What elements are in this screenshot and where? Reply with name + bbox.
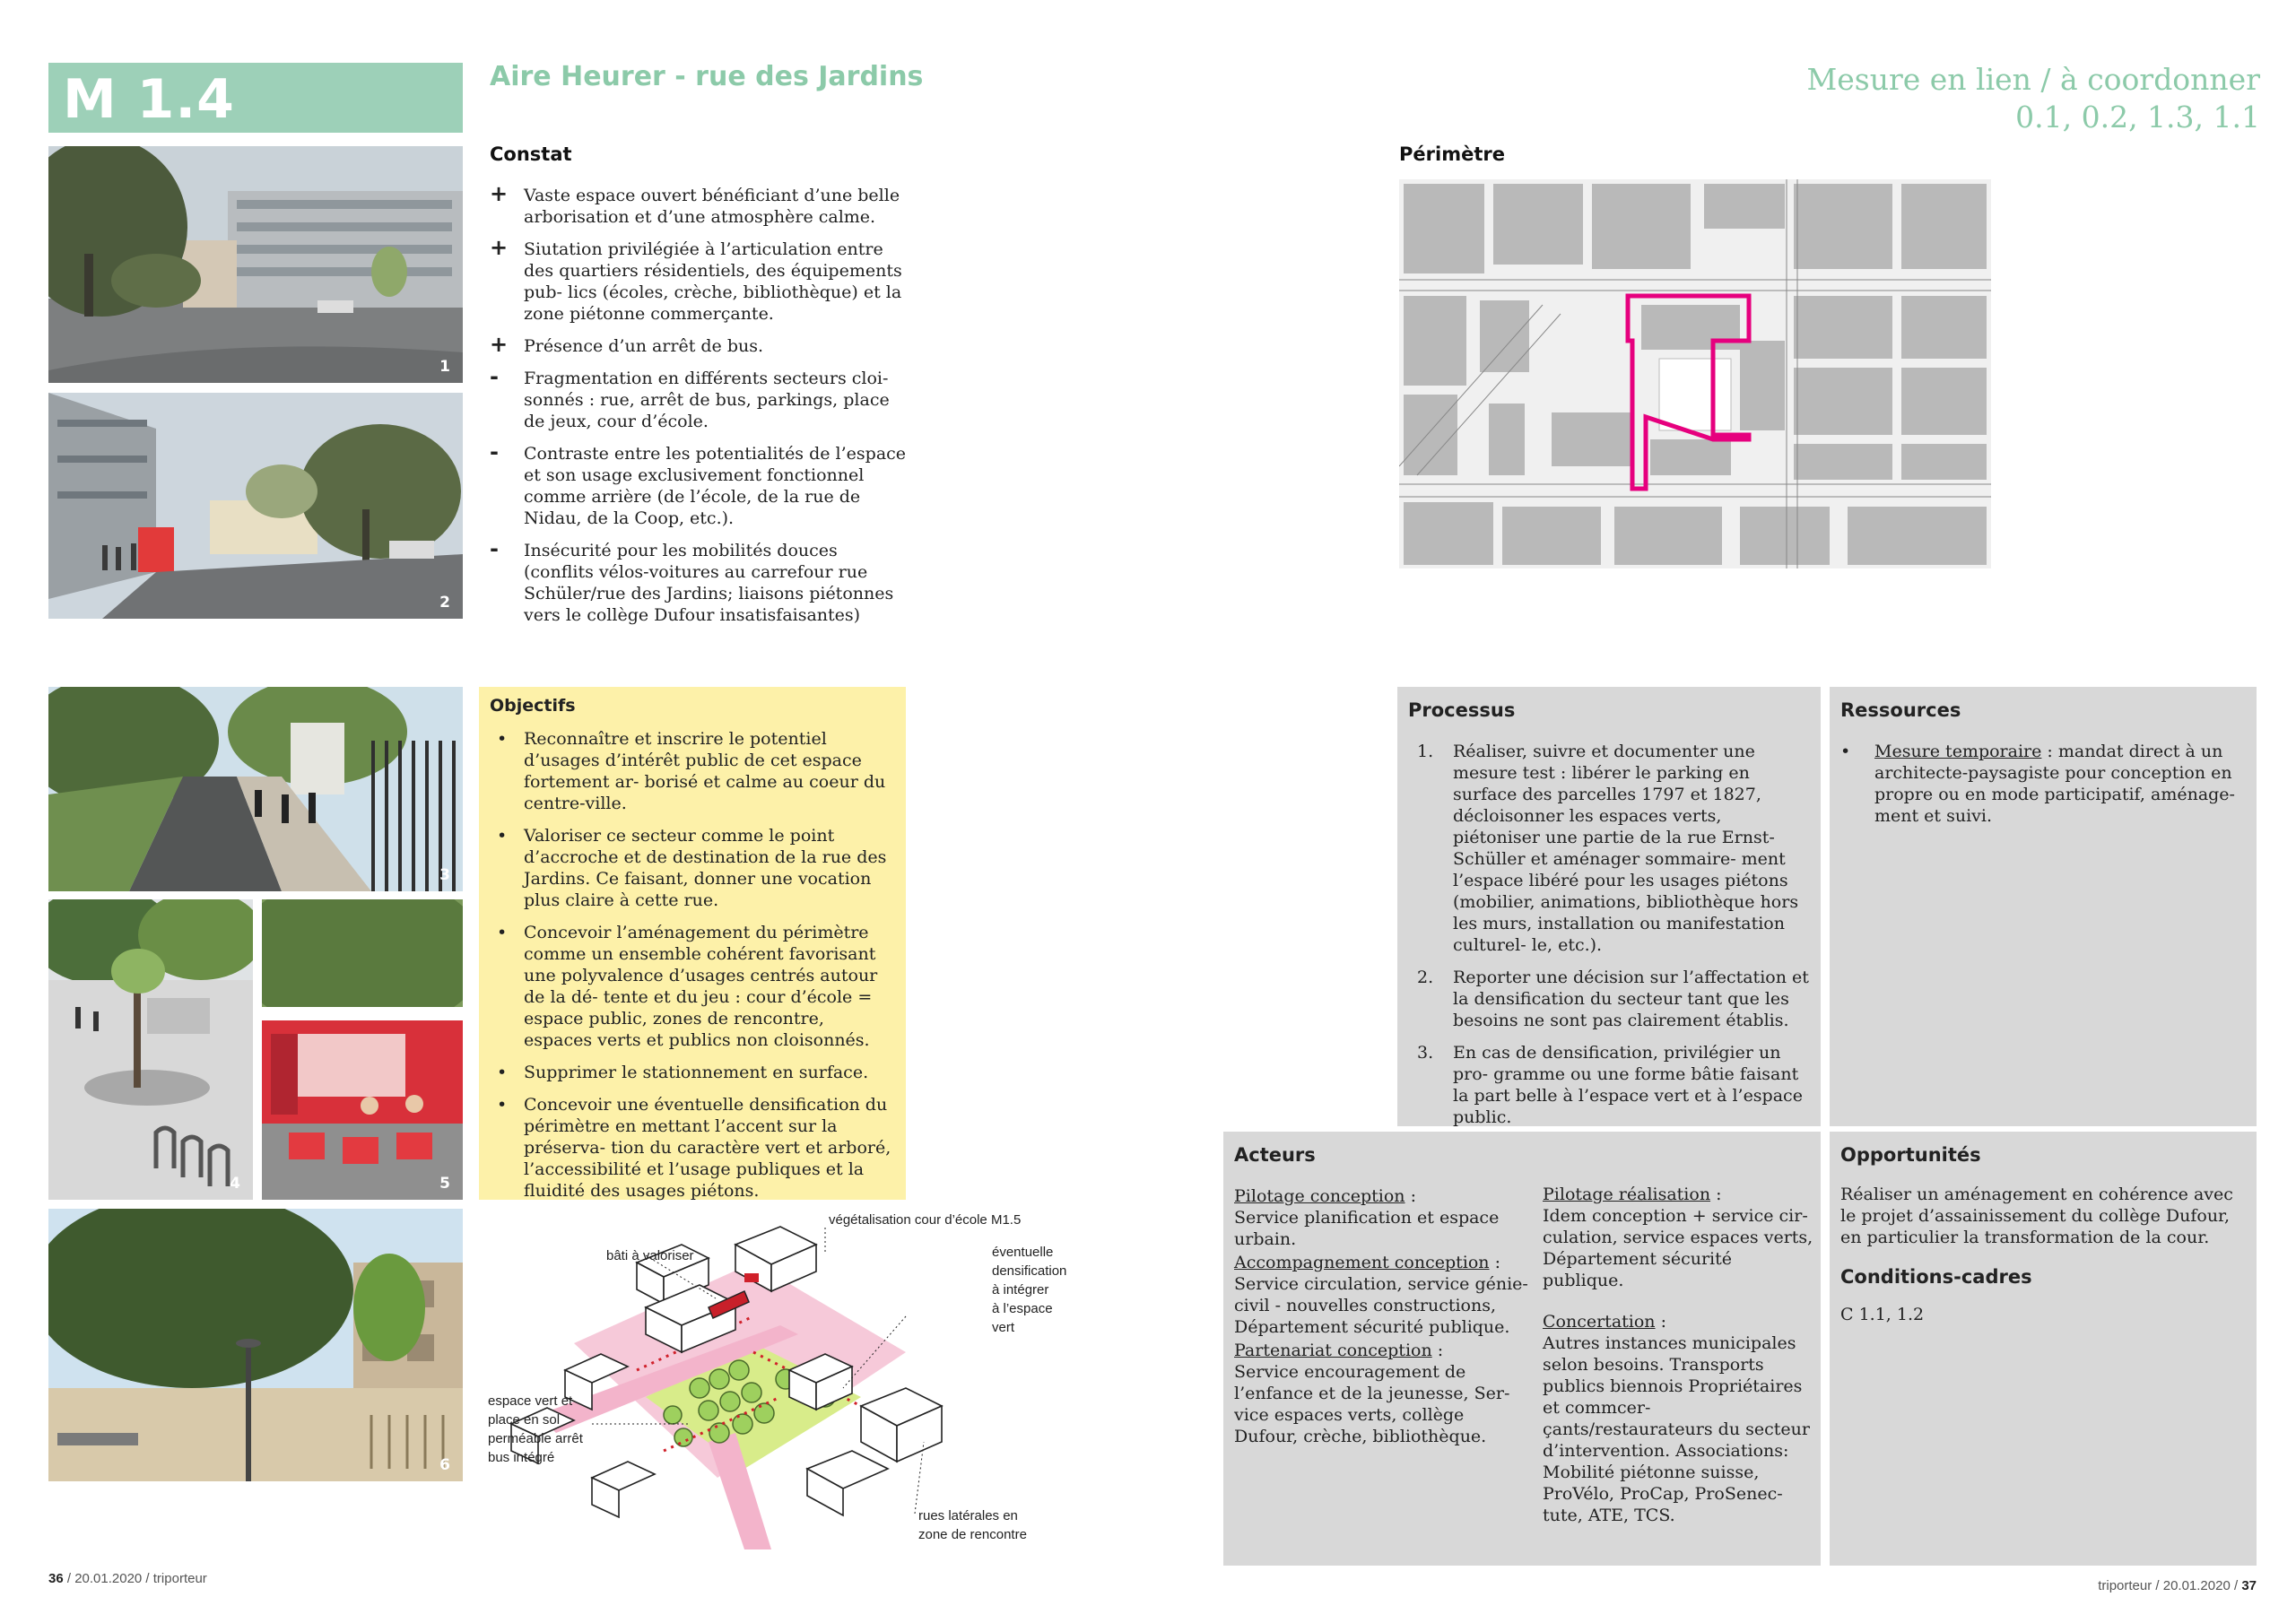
photo-3 — [48, 687, 463, 891]
sketch-label-bati: bâti à valoriser — [606, 1248, 694, 1263]
processus-panel — [1397, 687, 1821, 1126]
linked-measures — [1806, 61, 2260, 136]
sketch-label-espace-vert: espace vert et place en sol perméable arrêt bus intégré — [488, 1393, 583, 1465]
list-item: • Concevoir une éventuelle densification du périmètre en mettant l’accent sur la préserva- tion du caractère vert et arboré, l’accessibilité et l’usage publiques et la fluidité des usages piétons. — [497, 1095, 891, 1201]
ressources-link[interactable]: Mesure temporaire — [1874, 742, 2042, 761]
processus-list — [1408, 741, 1812, 1139]
photo-number: 3 — [439, 866, 450, 884]
sketch-label-rues: rues latérales en zone de rencontre — [918, 1508, 1027, 1542]
page-number-left: 36 — [48, 1571, 64, 1586]
ressources-panel — [1830, 687, 2257, 1126]
opportunites-heading: Opportunités — [1840, 1144, 1981, 1166]
measure-code: M 1.4 — [63, 68, 235, 131]
acteurs-panel — [1223, 1132, 1821, 1566]
acteurs-heading: Acteurs — [1234, 1144, 1316, 1166]
photo-6 — [48, 1209, 463, 1481]
perimetre-section — [1399, 143, 1505, 165]
list-item: 2. Reporter une décision sur l’affectation et la densification du secteur tant que les besoins ne sont pas clairement établis. — [1417, 968, 1809, 1030]
photo-5 — [262, 899, 463, 1200]
linked-measures-refs: 0.1, 0.2, 1.3, 1.1 — [2015, 100, 2260, 135]
acteurs-left-column — [1234, 1185, 1530, 1447]
measure-code-badge — [48, 63, 463, 133]
opportunites-panel — [1830, 1132, 2257, 1566]
axonometric-sketch — [484, 1209, 1067, 1563]
ressources-heading: Ressources — [1840, 699, 1961, 721]
sketch-label-densification: éventuelle densification à intégrer à l’espace vert — [992, 1245, 1067, 1335]
perimetre-map — [1399, 179, 1991, 568]
objectifs-panel — [479, 687, 906, 1200]
acteur-entry: Pilotage conception : Service planification et espace urbain. — [1234, 1186, 1500, 1249]
list-item: - Insécurité pour les mobilités douces (conflits vélos-voitures au carrefour rue Schüler/rue des Jardins; liaisons piétonnes vers le collège Dufour insatisfaisantes) — [490, 536, 894, 625]
list-item: 3. En cas de densification, privilégier un pro- gramme ou une forme bâtie faisant la part belle à l’espace vert et à l’espace public. — [1417, 1043, 1803, 1127]
photo-number: 1 — [439, 358, 450, 376]
list-item: + Présence d’un arrêt de bus. — [490, 332, 764, 357]
photo-1 — [48, 146, 463, 383]
conditions-heading: Conditions-cadres — [1840, 1266, 2032, 1288]
list-item: + Vaste espace ouvert bénéficiant d’une belle arborisation et d’une atmosphère calme. — [490, 181, 900, 227]
footer-right: triporteur / 20.01.2020 / 37 — [2098, 1578, 2257, 1593]
list-item: • Supprimer le stationnement en surface. — [497, 1063, 869, 1082]
page-title: Aire Heurer - rue des Jardins — [490, 61, 924, 92]
acteur-entry: Partenariat conception : Service encouragement de l’enfance et de la jeunesse, Ser- vice espaces verts, collège Dufour, crèche, bibliothèque. — [1234, 1341, 1510, 1446]
acteur-entry: Accompagnement conception : Service circulation, service génie- civil - nouvelles constructions, Département sécurité publique. — [1234, 1253, 1528, 1337]
objectifs-list — [490, 728, 895, 1212]
sketch-label-vegetalisation: végétalisation cour d’école M1.5 — [829, 1212, 1022, 1228]
list-item: + Siutation privilégiée à l’articulation entre des quartiers résidentiels, des équipements pub- lics (écoles, crèche, bibliothèque) et la zone piétonne commerçante. — [490, 235, 902, 324]
photo-number: 4 — [230, 1175, 240, 1193]
linked-measures-label: Mesure en lien / à coordonner — [1806, 62, 2260, 97]
acteur-entry: Pilotage réalisation : Idem conception + service cir- culation, service espaces verts, Département sécurité publique. — [1543, 1185, 1813, 1290]
page-number-right: 37 — [2241, 1578, 2257, 1593]
objectifs-heading: Objectifs — [490, 696, 576, 716]
processus-heading: Processus — [1408, 699, 1516, 721]
perimetre-heading: Périmètre — [1399, 143, 1505, 165]
photo-number: 2 — [439, 594, 450, 612]
conditions-text: C 1.1, 1.2 — [1840, 1305, 1925, 1324]
opportunites-text: Réaliser un aménagement en cohérence avec le projet d’assainissement du collège Dufour, en particulier la transformation de la cour. — [1840, 1185, 2233, 1247]
photo-2 — [48, 393, 463, 619]
list-item: • Reconnaître et inscrire le potentiel d’usages d’intérêt public de cet espace fortement ar- borisé et calme au coeur du centre-ville. — [497, 729, 886, 813]
constat-list — [490, 181, 911, 626]
list-item: 1. Réaliser, suivre et documenter une mesure test : libérer le parking en surface des parcelles 1797 et 1827, décloisonner les espaces verts, piétoniser une partie de la rue Ernst-Schüller et aménager sommaire- ment l’espace libéré pour les usages piétons (mobilier, animations, bibliothèque hors les murs, installation ou manifestation culturel- le, etc.). — [1417, 742, 1799, 955]
photo-4 — [48, 899, 253, 1200]
ressources-item: • Mesure temporaire : mandat direct à un architecte-paysagiste pour conception en propre ou en mode participatif, aménage- ment et suivi. — [1840, 742, 2235, 826]
acteurs-right-column — [1543, 1184, 1817, 1526]
footer-left: 36 / 20.01.2020 / triporteur — [48, 1571, 207, 1586]
photo-number: 6 — [439, 1456, 450, 1474]
list-item: - Contraste entre les potentialités de l’espace et son usage exclusivement fonctionnel comme arrière (de l’école, de la rue de Nidau, de la Coop, etc.). — [490, 439, 907, 528]
photo-number: 5 — [439, 1175, 450, 1193]
acteur-entry: Concertation : Autres instances municipales selon besoins. Transports publics biennois Propriétaires et commcer- çants/restaurateurs du secteur d’intervention. Associations: Mobilité piétonne suisse, ProVélo, ProCap, ProSenec- tute, ATE, TCS. — [1543, 1312, 1810, 1525]
constat-heading: Constat — [490, 143, 572, 165]
list-item: • Concevoir l’aménagement du périmètre comme un ensemble cohérent favorisant une polyvalence d’usages centrés autour de la dé- tente et du jeu : cour d’école = espace public, zones de rencontre, espaces verts et publics non cloisonnés. — [497, 923, 878, 1050]
constat-section — [490, 143, 911, 637]
list-item: - Fragmentation en différents secteurs cloi- sonnés : rue, arrêt de bus, parkings, place de jeux, cour d’école. — [490, 364, 890, 431]
list-item: • Valoriser ce secteur comme le point d’accroche et de destination de la rue des Jardins. Ce faisant, donner une vocation plus claire à cette rue. — [497, 826, 887, 910]
